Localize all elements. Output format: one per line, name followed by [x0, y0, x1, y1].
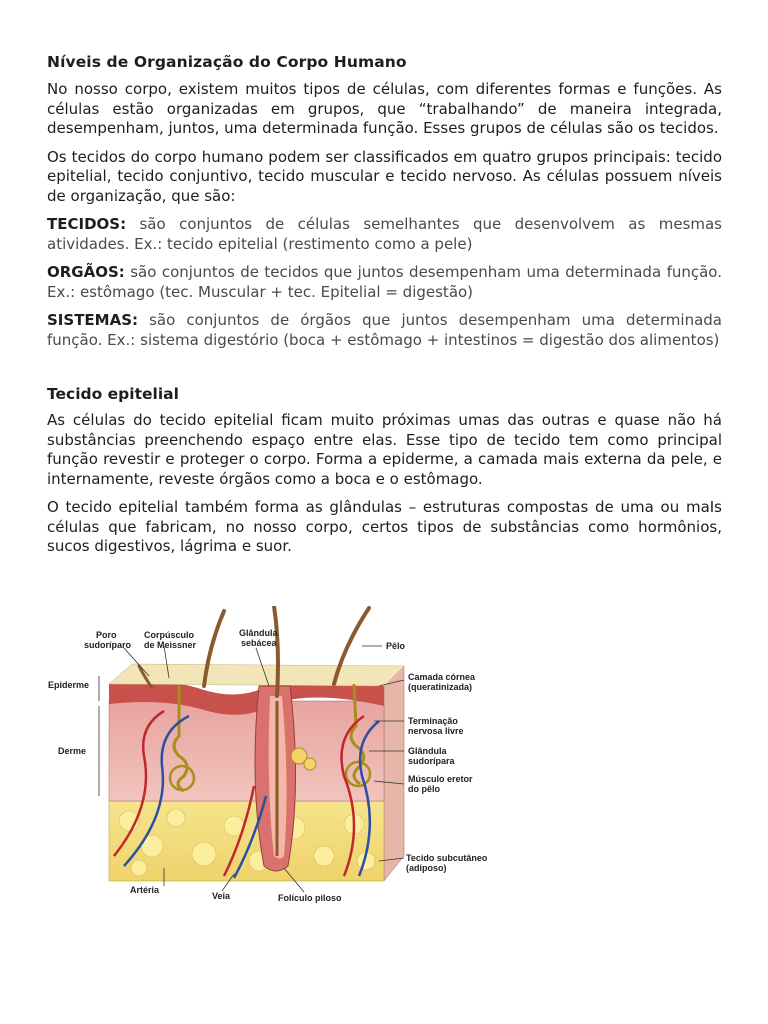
label-musculo-2: do pêlo: [408, 784, 440, 794]
label-glandula-sudoripara-2: sudorípara: [408, 756, 455, 766]
label-camada-cornea: Camada córnea: [408, 672, 476, 682]
page-title: Níveis de Organização do Corpo Humano: [47, 53, 407, 71]
tissues-paragraph: Os tecidos do corpo humano podem ser classificados em quatro grupos principais: tecido epitelial, tecido conjuntivo, tecido muscular e tecido nervoso. As células possuem níveis de organização, que são:: [47, 147, 722, 205]
definition-text: são conjuntos de tecidos que juntos desempenham uma determinada função. Ex.: estômago (tec. Muscular + tec. Epitelial = digestão): [47, 263, 722, 301]
definition-text: são conjuntos de células semelhantes que desenvolvem as mesmas atividades. Ex.: tecido epitelial (restimento como a pele): [47, 215, 722, 253]
label-poro-2: sudoríparo: [84, 640, 132, 650]
section-title: Tecido epitelial: [47, 385, 179, 403]
label-subcutaneo: Tecido subcutâneo: [406, 853, 488, 863]
label-derme: Derme: [58, 746, 87, 756]
label-glandula-sudoripara: Glândula: [408, 746, 447, 756]
label-pelo: Pêlo: [386, 641, 406, 651]
skin-diagram: [44, 606, 504, 906]
label-corpusculo: Corpúsculo: [144, 630, 195, 640]
label-veia: Veia: [212, 891, 231, 901]
glands-paragraph: O tecido epitelial também forma as glândulas – estruturas compostas de uma ou maIs células que fabricam, no nosso corpo, certos tipos de substâncias como hormônios, sucos digestivos, lágrima e suor.: [47, 498, 722, 555]
definition-tecidos: [47, 215, 722, 254]
label-camada-cornea-2: (queratinizada): [408, 682, 473, 692]
intro-paragraph: No nosso corpo, existem muitos tipos de células, com diferentes formas e funções. As células estão organizadas em grupos, que “trabalhando” de maneira integrada, desempenham, juntos, uma determinada função. Esses grupos de células são os tecidos.: [47, 80, 722, 137]
definition-sistemas: [47, 311, 722, 350]
label-poro: Poro: [96, 630, 117, 640]
label-subcutaneo-2: (adiposo): [406, 863, 447, 873]
label-glandula-sebacea: Glândula: [239, 628, 278, 638]
label-arteria: Artéria: [130, 885, 160, 895]
label-terminacao-2: nervosa livre: [408, 726, 464, 736]
label-glandula-sebacea-2: sebácea: [241, 638, 277, 648]
epithelial-paragraph: As células do tecido epitelial ficam muito próximas umas das outras e quase não há substâncias preenchendo espaço entre elas. Esse tipo de tecido tem como principal função revestir e proteger o corpo. Forma a epiderme, a camada mais externa da pele, e internamente, reveste órgãos como a boca e o estômago.: [47, 411, 722, 488]
definition-term: TECIDOS:: [47, 215, 127, 233]
definition-term: SISTEMAS:: [47, 311, 139, 329]
label-corpusculo-2: de Meissner: [144, 640, 197, 650]
definition-orgaos: [47, 263, 722, 302]
label-terminacao: Terminação: [408, 716, 458, 726]
label-epiderme: Epiderme: [48, 680, 90, 690]
label-musculo: Músculo eretor: [408, 774, 473, 784]
definition-term: ORGÃOS:: [47, 263, 125, 281]
document-page: [47, 52, 722, 566]
definition-text: são conjuntos de órgãos que juntos desempenham uma determinada função. Ex.: sistema digestório (boca + estômago + intestinos = digestão dos alimentos): [47, 311, 722, 349]
label-foliculo: Folículo piloso: [278, 893, 342, 903]
